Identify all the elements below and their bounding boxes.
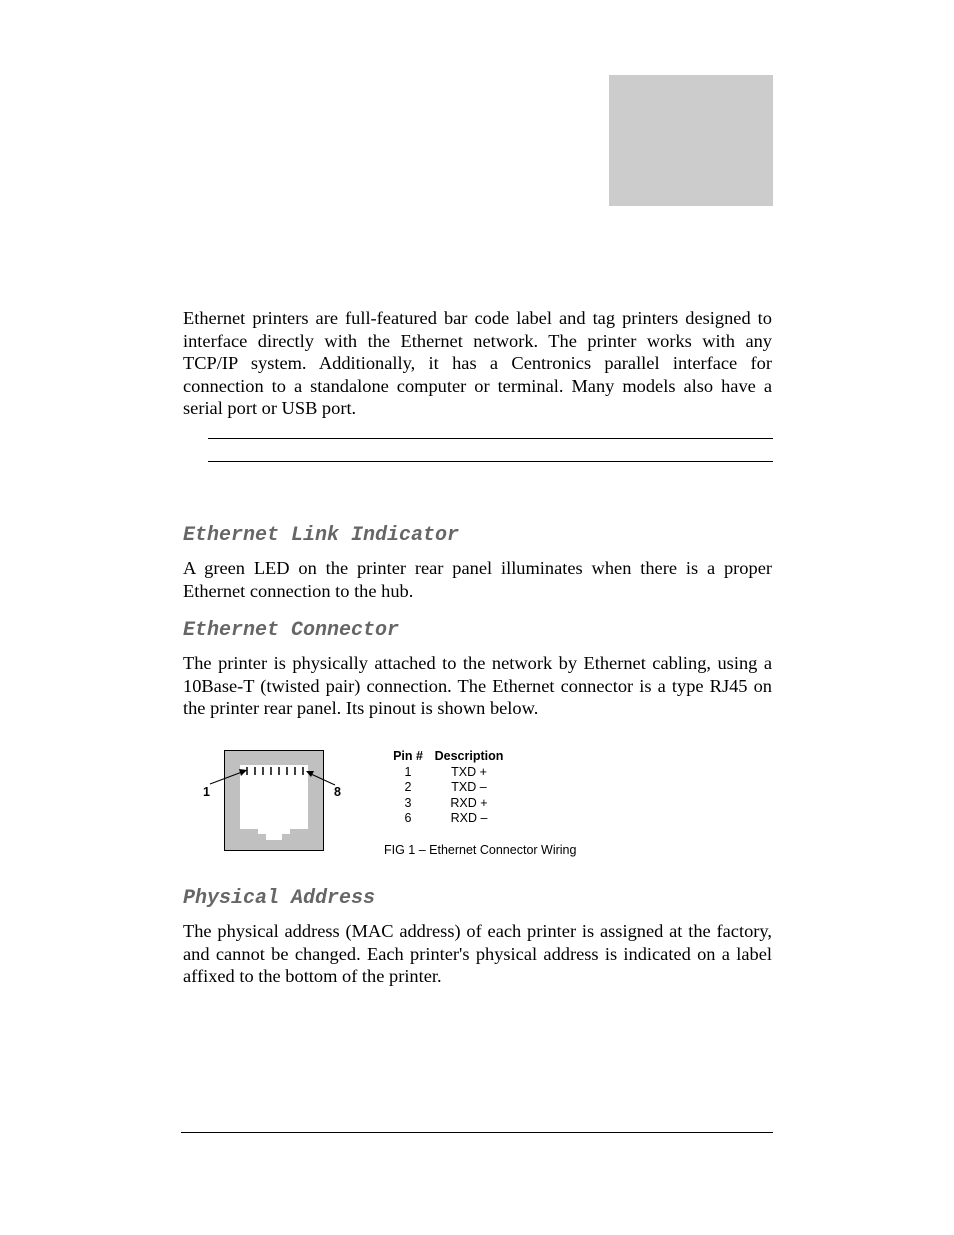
pinout-table (388, 749, 510, 827)
figure-caption: FIG 1 – Ethernet Connector Wiring (384, 843, 577, 857)
pin-number: 3 (404, 795, 412, 810)
heading-physical-address: Physical Address (183, 887, 376, 910)
table-row (388, 765, 510, 781)
pin-description: TXD – (451, 780, 487, 794)
pin-number: 6 (404, 811, 412, 825)
header-description: Description (434, 749, 504, 763)
heading-link-indicator: Ethernet Link Indicator (183, 524, 460, 547)
link-indicator-paragraph: A green LED on the printer rear panel illuminates when there is a proper Ethernet connection to the hub. (183, 558, 772, 601)
footer-rule (181, 1132, 773, 1133)
table-row (388, 796, 510, 812)
pin-8-label: 8 (334, 785, 341, 799)
pin-description: TXD + (451, 764, 487, 779)
intro-paragraph: Ethernet printers are full-featured bar code label and tag printers designed to interface directly with the Ethernet network. The printer works with any TCP/IP system. Additionally, it has a Centronics parallel interface for connection to a standalone computer or terminal. Many models also have a serial port or USB port. (183, 308, 772, 418)
pinout-table-header (388, 749, 510, 765)
table-row (388, 811, 510, 827)
chapter-tab-box (609, 75, 773, 206)
note-rule-top (208, 438, 773, 439)
heading-ethernet-connector: Ethernet Connector (183, 619, 400, 642)
table-row (388, 780, 510, 796)
header-pin: Pin # (393, 749, 423, 763)
pin-1-label: 1 (203, 785, 210, 799)
connector-socket-opening (240, 765, 308, 840)
physical-address-paragraph: The physical address (MAC address) of each printer is assigned at the factory, and cannot be changed. Each printer's physical address is indicated on a label affixed to the bottom of the printer. (183, 921, 772, 986)
pin-number: 2 (404, 780, 412, 794)
pin-description: RXD + (450, 795, 488, 810)
pin-description: RXD – (450, 811, 488, 825)
ethernet-connector-paragraph: The printer is physically attached to the network by Ethernet cabling, using a 10Base-T (twisted pair) connection. The Ethernet connector is a type RJ45 on the printer rear panel. Its pinout is shown below. (183, 653, 772, 718)
note-rule-bottom (208, 461, 773, 462)
pin-number: 1 (404, 764, 412, 779)
